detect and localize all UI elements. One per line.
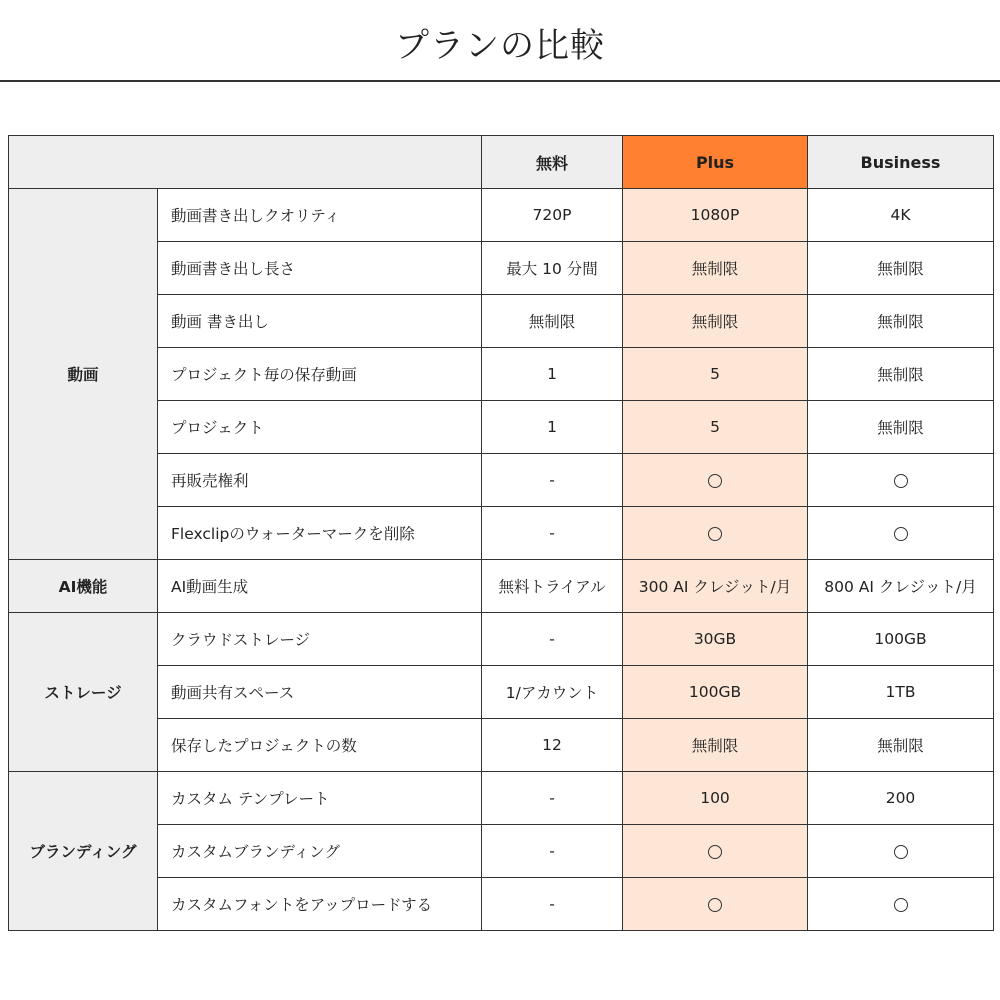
value-cell-business: 100GB (808, 613, 994, 666)
value-cell-business: 無制限 (808, 719, 994, 772)
value-cell-free: 1 (482, 401, 623, 454)
table-row (9, 560, 994, 613)
value-cell-free: 1 (482, 348, 623, 401)
value-cell-business (808, 507, 994, 560)
value-cell-plus (623, 825, 808, 878)
value-cell-free: 12 (482, 719, 623, 772)
value-cell-business: 無制限 (808, 242, 994, 295)
value-cell-plus (623, 507, 808, 560)
plan-header-business: Business (808, 136, 994, 189)
category-label: AI機能 (9, 560, 158, 613)
value-cell-business: 200 (808, 772, 994, 825)
feature-label: Flexclipのウォーターマークを削除 (158, 507, 482, 560)
value-cell-free: 無制限 (482, 295, 623, 348)
plan-header-free: 無料 (482, 136, 623, 189)
value-cell-plus: 5 (623, 401, 808, 454)
page-title: プランの比較 (395, 26, 605, 66)
feature-label: 動画書き出しクオリティ (158, 189, 482, 242)
value-cell-free: - (482, 878, 623, 931)
value-cell-free: - (482, 613, 623, 666)
value-cell-business: 4K (808, 189, 994, 242)
value-cell-plus (623, 878, 808, 931)
value-cell-plus: 1080P (623, 189, 808, 242)
value-cell-free: - (482, 772, 623, 825)
title-divider (0, 80, 1000, 82)
value-cell-plus: 5 (623, 348, 808, 401)
table-body (9, 189, 994, 931)
value-cell-business: 800 AI クレジット/月 (808, 560, 994, 613)
table-row (9, 189, 994, 242)
check-circle-icon (894, 898, 908, 912)
value-cell-plus: 無制限 (623, 295, 808, 348)
feature-label: プロジェクト毎の保存動画 (158, 348, 482, 401)
value-cell-business: 無制限 (808, 348, 994, 401)
check-circle-icon (894, 845, 908, 859)
feature-label: 動画 書き出し (158, 295, 482, 348)
table-header-row (9, 136, 994, 189)
value-cell-free: - (482, 507, 623, 560)
value-cell-business: 1TB (808, 666, 994, 719)
value-cell-plus: 無制限 (623, 719, 808, 772)
value-cell-plus: 100GB (623, 666, 808, 719)
feature-label: 保存したプロジェクトの数 (158, 719, 482, 772)
feature-label: カスタムフォントをアップロードする (158, 878, 482, 931)
feature-label: 動画共有スペース (158, 666, 482, 719)
category-label: ブランディング (9, 772, 158, 931)
value-cell-free: 1/アカウント (482, 666, 623, 719)
feature-label: 再販売権利 (158, 454, 482, 507)
value-cell-business (808, 825, 994, 878)
value-cell-free: 最大 10 分間 (482, 242, 623, 295)
feature-label: クラウドストレージ (158, 613, 482, 666)
feature-label: カスタムブランディング (158, 825, 482, 878)
value-cell-plus: 100 (623, 772, 808, 825)
category-label: ストレージ (9, 613, 158, 772)
value-cell-plus: 無制限 (623, 242, 808, 295)
value-cell-plus (623, 454, 808, 507)
value-cell-free: 無料トライアル (482, 560, 623, 613)
feature-label: 動画書き出し長さ (158, 242, 482, 295)
table-row (9, 772, 994, 825)
table-row (9, 613, 994, 666)
check-circle-icon (708, 845, 722, 859)
value-cell-free: - (482, 454, 623, 507)
feature-label: カスタム テンプレート (158, 772, 482, 825)
header-corner (9, 136, 482, 189)
plan-header-plus: Plus (623, 136, 808, 189)
check-circle-icon (708, 474, 722, 488)
plan-comparison-table (8, 135, 994, 931)
value-cell-plus: 300 AI クレジット/月 (623, 560, 808, 613)
category-label: 動画 (9, 189, 158, 560)
check-circle-icon (708, 527, 722, 541)
value-cell-free: 720P (482, 189, 623, 242)
feature-label: プロジェクト (158, 401, 482, 454)
value-cell-free: - (482, 825, 623, 878)
feature-label: AI動画生成 (158, 560, 482, 613)
value-cell-business (808, 878, 994, 931)
value-cell-business: 無制限 (808, 401, 994, 454)
check-circle-icon (894, 474, 908, 488)
value-cell-business: 無制限 (808, 295, 994, 348)
value-cell-business (808, 454, 994, 507)
check-circle-icon (894, 527, 908, 541)
check-circle-icon (708, 898, 722, 912)
value-cell-plus: 30GB (623, 613, 808, 666)
